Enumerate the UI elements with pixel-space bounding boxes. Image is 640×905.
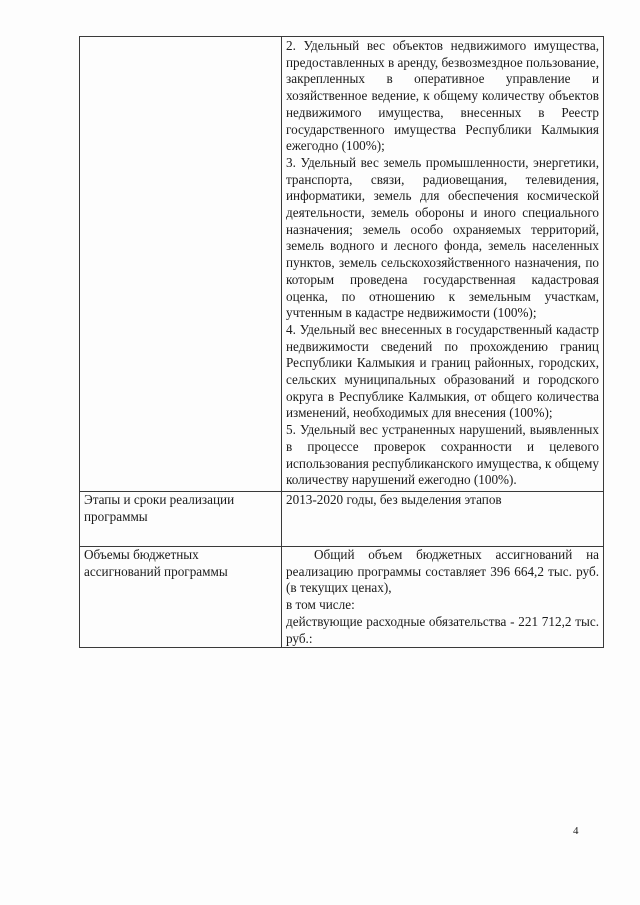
budget-including-line: в том числе: xyxy=(286,597,355,613)
table-row-budget xyxy=(80,546,604,647)
table-row-indicators xyxy=(80,37,604,492)
budget-label: Объемы бюджетных ассигнований программы xyxy=(80,546,282,647)
stages-value: 2013-2020 годы, без выделения этапов xyxy=(282,491,604,546)
indicator-item-4: 4. Удельный вес внесенных в государственный кадастр недвижимости сведений по прохождению границ Республики Калмыкия и границ районных, городских, сельских муниципальных образований и городского округа в Республике Калмыкия, от общего количества изменений, необходимых для внесения (100%); xyxy=(286,321,599,421)
budget-obligations-line: действующие расходные обязательства - 221 712,2 тыс. руб.: xyxy=(286,613,599,646)
program-passport-table xyxy=(79,36,604,648)
table-cell-indicators xyxy=(282,37,604,492)
stages-label: Этапы и сроки реализации программы xyxy=(80,491,282,546)
budget-total-line: Общий объем бюджетных ассигнований на реализацию программы составляет 396 664,2 тыс. руб. (в текущих ценах), xyxy=(286,546,599,596)
indicator-item-2: 2. Удельный вес объектов недвижимого имущества, предоставленных в аренду, безвозмездное пользование, закрепленных в оперативное управление и хозяйственное ведение, к общему количеству объектов недвижимого имущества, внесенных в Реестр государственного имущества Республики Калмыкия ежегодно (100%); xyxy=(286,38,599,154)
budget-value xyxy=(282,546,604,647)
table-row-stages xyxy=(80,491,604,546)
indicator-item-3: 3. Удельный вес земель промышленности, энергетики, транспорта, связи, радиовещания, телевидения, информатики, земель для обеспечения космической деятельности, земель обороны и иного специального назначения; земель особо охраняемых территорий, земель водного и лесного фонда, земель населенных пунктов, земель сельскохозяйственного назначения, по которым проведена государственная кадастровая оценка, по отношению к земельным участкам, учтенным в кадастре недвижимости (100%); xyxy=(286,154,599,321)
table-cell-empty-label xyxy=(80,37,282,492)
page-number: 4 xyxy=(573,825,579,837)
indicator-item-5: 5. Удельный вес устраненных нарушений, выявленных в процессе проверок сохранности и целевого использования республиканского имущества, к общему количеству нарушений ежегодно (100%). xyxy=(286,422,599,488)
